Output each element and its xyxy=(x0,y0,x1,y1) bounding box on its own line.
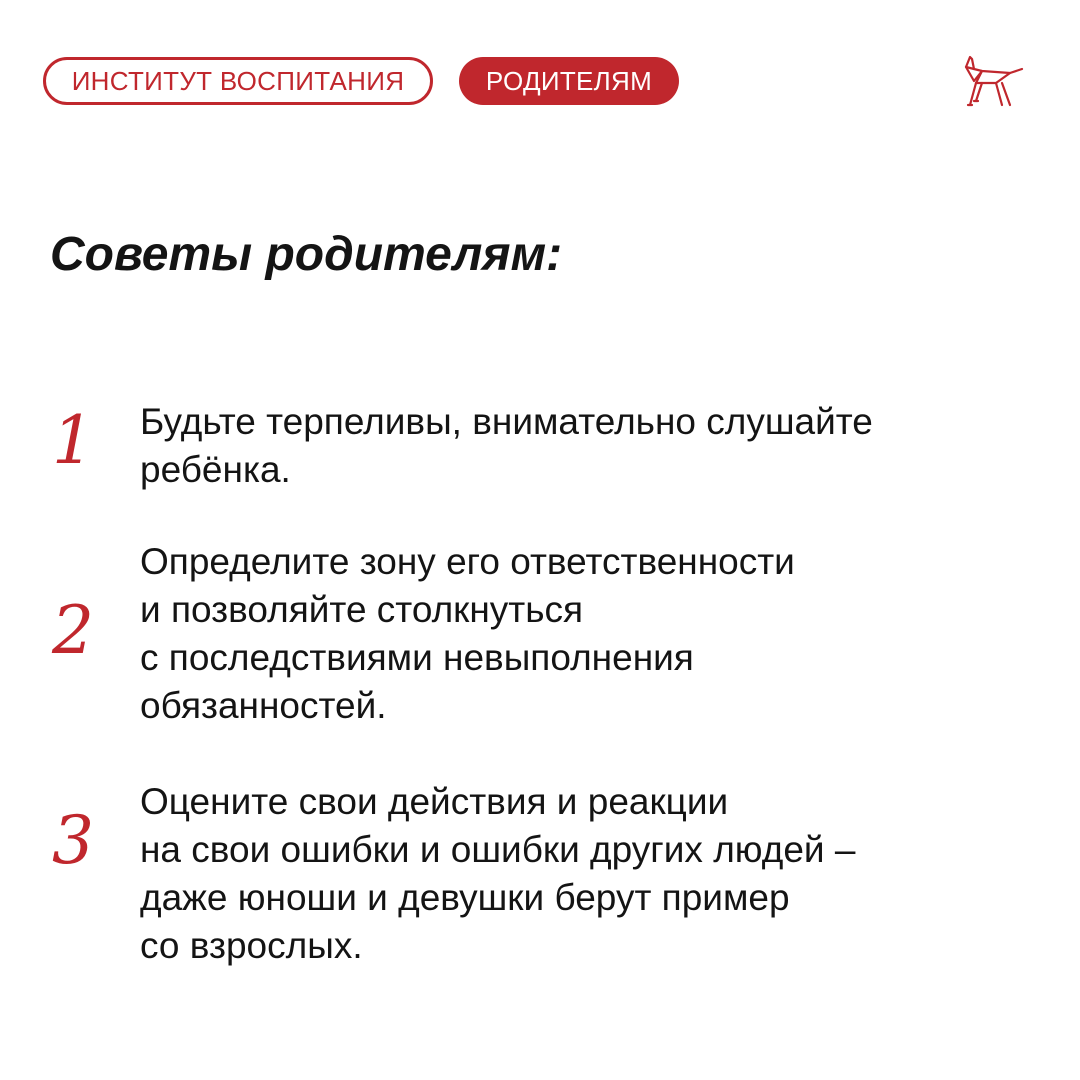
tag-institute: ИНСТИТУТ ВОСПИТАНИЯ xyxy=(43,57,433,105)
tip-1-line-2: ребёнка. xyxy=(140,449,291,490)
tip-2-line-4: обязанностей. xyxy=(140,685,387,726)
header-tags xyxy=(43,57,679,105)
tip-2-line-2: и позволяйте столкнуться xyxy=(140,589,584,630)
tip-2-line-1: Определите зону его ответственности xyxy=(140,541,795,582)
tip-1-line-1: Будьте терпеливы, внимательно слушайте xyxy=(140,401,873,442)
tip-3-line-1: Оцените свои действия и реакции xyxy=(140,781,729,822)
tip-2-line-3: с последствиями невыполнения xyxy=(140,637,694,678)
page-title: Советы родителям: xyxy=(50,228,563,281)
tip-number-1: 1 xyxy=(52,402,94,479)
tip-number-2: 2 xyxy=(52,592,94,669)
tip-3-line-3: даже юноши и девушки берут пример xyxy=(140,877,790,918)
tip-3-line-4: со взрослых. xyxy=(140,925,363,966)
tip-3-line-2: на свои ошибки и ошибки других людей – xyxy=(140,829,856,870)
horse-logo-icon xyxy=(962,55,1026,107)
tag-parents: РОДИТЕЛЯМ xyxy=(459,57,679,105)
tip-number-3: 3 xyxy=(52,802,94,879)
